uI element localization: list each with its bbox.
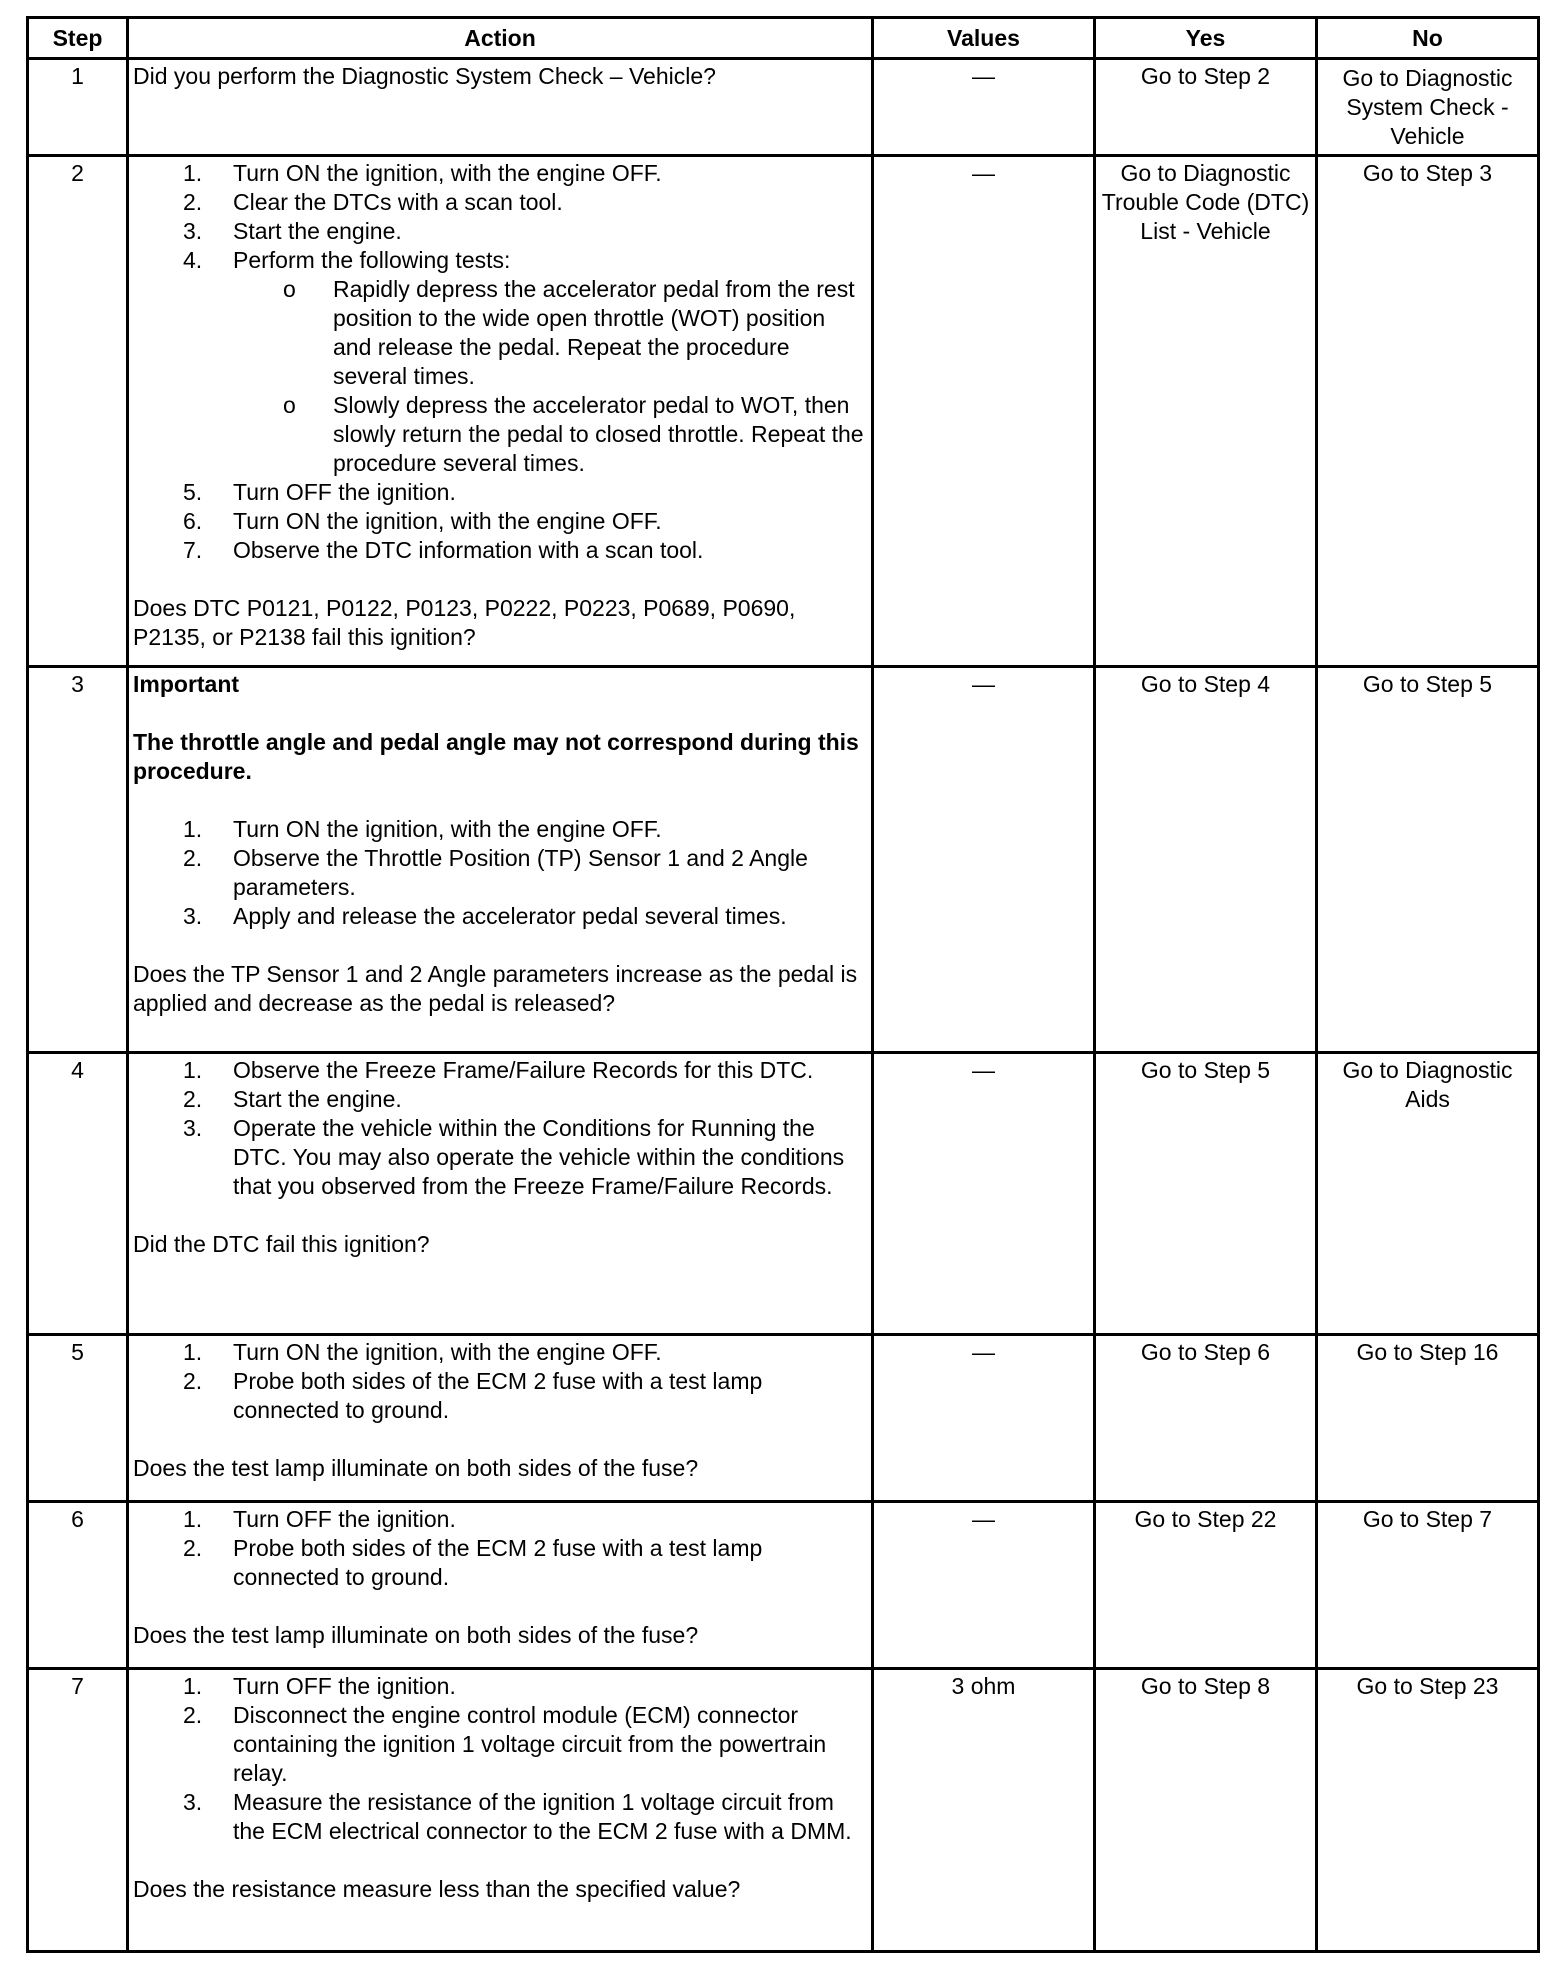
no-cell: Go to Step 23 <box>1317 1669 1539 1952</box>
action-cell <box>128 59 873 156</box>
yes-cell: Go to Step 6 <box>1095 1335 1317 1502</box>
step-number: 2 <box>28 156 128 667</box>
list-item: 2. Probe both sides of the ECM 2 fuse with a test lamp connected to ground. <box>183 1368 763 1423</box>
list-item: 2. Probe both sides of the ECM 2 fuse with a test lamp connected to ground. <box>183 1535 763 1590</box>
question-text: Did you perform the Diagnostic System Check – Vehicle? <box>133 63 716 89</box>
header-step: Step <box>28 18 128 59</box>
no-cell: Go to Step 5 <box>1317 667 1539 1053</box>
action-cell <box>128 667 873 1053</box>
important-text: The throttle angle and pedal angle may not correspond during this procedure. <box>133 729 859 784</box>
yes-cell: Go to Step 4 <box>1095 667 1317 1053</box>
header-no: No <box>1317 18 1539 59</box>
procedure-list <box>133 159 867 565</box>
list-item: 7. Observe the DTC information with a scan tool. <box>183 537 704 563</box>
value-cell: — <box>873 1502 1095 1669</box>
list-item: 3. Operate the vehicle within the Conditions for Running the DTC. You may also operate the vehicle within the conditions that you observed from the Freeze Frame/Failure Records. <box>183 1115 845 1199</box>
action-cell <box>128 156 873 667</box>
table-row <box>28 1502 1539 1669</box>
table-row <box>28 1335 1539 1502</box>
question-text: Does the resistance measure less than the specified value? <box>133 1876 741 1902</box>
no-cell: Go to Diagnostic System Check - Vehicle <box>1317 59 1539 156</box>
step-number: 3 <box>28 667 128 1053</box>
list-item: 2. Disconnect the engine control module (ECM) connector containing the ignition 1 voltage circuit from the powertrain relay. <box>183 1702 827 1786</box>
sub-list-item: o Rapidly depress the accelerator pedal from the rest position to the wide open throttle (WOT) position and release the pedal. Repeat the procedure several times. <box>283 276 855 389</box>
table-row <box>28 1053 1539 1335</box>
question-text: Does the test lamp illuminate on both sides of the fuse? <box>133 1455 699 1481</box>
list-item: 1. Turn ON the ignition, with the engine OFF. <box>183 1339 662 1365</box>
step-number: 1 <box>28 59 128 156</box>
list-item: 2. Start the engine. <box>183 1086 402 1112</box>
yes-cell: Go to Step 8 <box>1095 1669 1317 1952</box>
question-text: Does DTC P0121, P0122, P0123, P0222, P0223, P0689, P0690, P2135, or P2138 fail this ignition? <box>133 595 796 650</box>
sub-list-item: o Slowly depress the accelerator pedal to WOT, then slowly return the pedal to closed throttle. Repeat the procedure several times. <box>283 392 864 476</box>
list-item: 1. Observe the Freeze Frame/Failure Records for this DTC. <box>183 1057 814 1083</box>
procedure-list <box>133 1672 867 1846</box>
question-text: Does the TP Sensor 1 and 2 Angle parameters increase as the pedal is applied and decrease as the pedal is released? <box>133 961 858 1016</box>
question-text: Did the DTC fail this ignition? <box>133 1231 430 1257</box>
yes-cell: Go to Step 22 <box>1095 1502 1317 1669</box>
step-number: 7 <box>28 1669 128 1952</box>
step-number: 4 <box>28 1053 128 1335</box>
value-cell: — <box>873 1053 1095 1335</box>
no-cell: Go to Diagnostic Aids <box>1317 1053 1539 1335</box>
no-cell: Go to Step 3 <box>1317 156 1539 667</box>
yes-cell: Go to Step 5 <box>1095 1053 1317 1335</box>
value-cell: — <box>873 156 1095 667</box>
value-cell: — <box>873 1335 1095 1502</box>
header-action: Action <box>128 18 873 59</box>
value-cell: — <box>873 667 1095 1053</box>
list-item: 6. Turn ON the ignition, with the engine OFF. <box>183 508 662 534</box>
action-cell <box>128 1502 873 1669</box>
list-item: 3. Start the engine. <box>183 218 402 244</box>
header-row <box>28 18 1539 59</box>
list-item: 1. Turn OFF the ignition. <box>183 1673 456 1699</box>
list-item: 4. Perform the following tests: o Rapidly depress the accelerator pedal from the rest position to the wide open throttle (WOT) position and release the pedal. Repeat the procedure several times. o Slowly depress the accelerator pedal to WOT, then slowly return the pedal to closed throttle. Repeat the procedure several times. <box>133 246 867 478</box>
important-label: Important <box>133 671 240 697</box>
header-yes: Yes <box>1095 18 1317 59</box>
procedure-list <box>133 1505 867 1592</box>
table-row <box>28 59 1539 156</box>
table-row <box>28 156 1539 667</box>
yes-cell: Go to Diagnostic Trouble Code (DTC) List - Vehicle <box>1095 156 1317 667</box>
header-values: Values <box>873 18 1095 59</box>
procedure-list <box>133 815 867 931</box>
list-item: 3. Apply and release the accelerator pedal several times. <box>183 903 787 929</box>
procedure-list <box>133 1338 867 1425</box>
question-text: Does the test lamp illuminate on both sides of the fuse? <box>133 1622 699 1648</box>
table-row <box>28 667 1539 1053</box>
step-number: 5 <box>28 1335 128 1502</box>
action-cell <box>128 1053 873 1335</box>
action-cell <box>128 1335 873 1502</box>
no-cell: Go to Step 7 <box>1317 1502 1539 1669</box>
step-number: 6 <box>28 1502 128 1669</box>
no-cell: Go to Step 16 <box>1317 1335 1539 1502</box>
list-item: 2. Observe the Throttle Position (TP) Sensor 1 and 2 Angle parameters. <box>183 845 808 900</box>
diagnostic-table <box>26 16 1540 1953</box>
yes-cell: Go to Step 2 <box>1095 59 1317 156</box>
value-cell: 3 ohm <box>873 1669 1095 1952</box>
value-cell: — <box>873 59 1095 156</box>
list-item: 1. Turn ON the ignition, with the engine OFF. <box>183 816 662 842</box>
sub-list <box>233 275 867 478</box>
list-item: 3. Measure the resistance of the ignition 1 voltage circuit from the ECM electrical connector to the ECM 2 fuse with a DMM. <box>183 1789 852 1844</box>
list-item: 2. Clear the DTCs with a scan tool. <box>183 189 563 215</box>
action-cell <box>128 1669 873 1952</box>
list-item: 1. Turn OFF the ignition. <box>183 1506 456 1532</box>
procedure-list <box>133 1056 867 1201</box>
table-row <box>28 1669 1539 1952</box>
list-item: 5. Turn OFF the ignition. <box>183 479 456 505</box>
list-item: 1. Turn ON the ignition, with the engine OFF. <box>183 160 662 186</box>
